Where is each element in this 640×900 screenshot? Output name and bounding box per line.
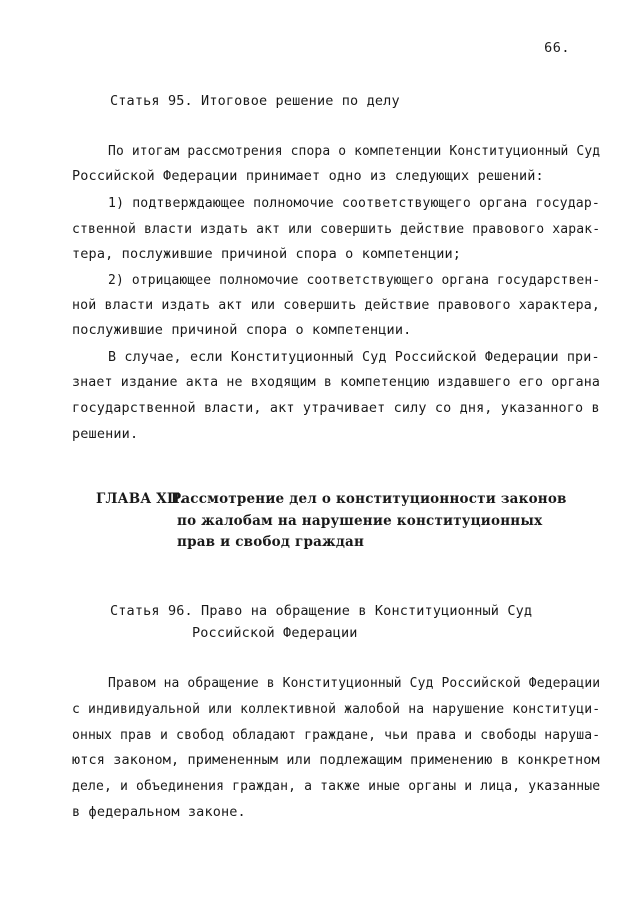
article-96-paragraph-line-3: онных прав и свобод обладают граждане, чьи права и свободы наруша- — [72, 727, 601, 743]
article-96-paragraph-line-1: Правом на обращение в Конституционный Суд Российской Федерации — [108, 675, 601, 691]
article-96-heading-line-1: Статья 96. Право на обращение в Конституционный Суд — [110, 603, 533, 619]
chapter-label: ГЛАВА ХП. — [96, 491, 185, 507]
article-95-item-2-line-2: ной власти издать акт или совершить действие правового характера, — [72, 297, 601, 313]
article-95-item-2-line-3: послужившие причиной спора о компетенции. — [72, 322, 412, 338]
article-95-item-1-line-3: тера, послужившие причиной спора о компетенции; — [72, 246, 462, 262]
article-95-paragraph-4-line-4: решении. — [72, 426, 139, 442]
article-96-paragraph-line-6: в федеральном законе. — [72, 804, 246, 820]
chapter-title-line-1: Рассмотрение дел о конституционности законов — [171, 491, 567, 507]
article-95-paragraph-4-line-2: знает издание акта не входящим в компетенцию издавшего его органа — [72, 374, 601, 390]
article-96-paragraph-line-2: с индивидуальной или коллективной жалобой на нарушение конституци- — [72, 701, 601, 717]
article-95-heading: Статья 95. Итоговое решение по делу — [110, 93, 400, 109]
article-96-paragraph-line-4: ются законом, примененным или подлежащим применению в конкретном — [72, 752, 600, 768]
article-95-paragraph-1-line-1: По итогам рассмотрения спора о компетенции Конституционный Суд — [108, 143, 601, 159]
article-95-item-1-line-1: 1) подтверждающее полномочие соответствующего органа государ- — [108, 195, 600, 211]
chapter-title-line-2: по жалобам на нарушение конституционных — [177, 513, 543, 529]
article-95-item-1-line-2: ственной власти издать акт или совершить действие правового харак- — [72, 221, 601, 237]
chapter-title-line-3: прав и свобод граждан — [177, 534, 365, 550]
article-96-paragraph-line-5: деле, и объединения граждан, а также иные органы и лица, указанные — [72, 778, 601, 794]
article-95-paragraph-4-line-1: В случае, если Конституционный Суд Российской Федерации при- — [108, 349, 600, 365]
article-95-paragraph-4-line-3: государственной власти, акт утрачивает силу со дня, указанного в — [72, 400, 600, 416]
page-number: 66. — [544, 40, 570, 56]
article-95-paragraph-1-line-2: Российской Федерации принимает одно из следующих решений: — [72, 168, 544, 184]
article-95-item-2-line-1: 2) отрицающее полномочие соответствующего органа государствен- — [108, 272, 601, 288]
article-96-heading-line-2: Российской Федерации — [192, 625, 358, 641]
